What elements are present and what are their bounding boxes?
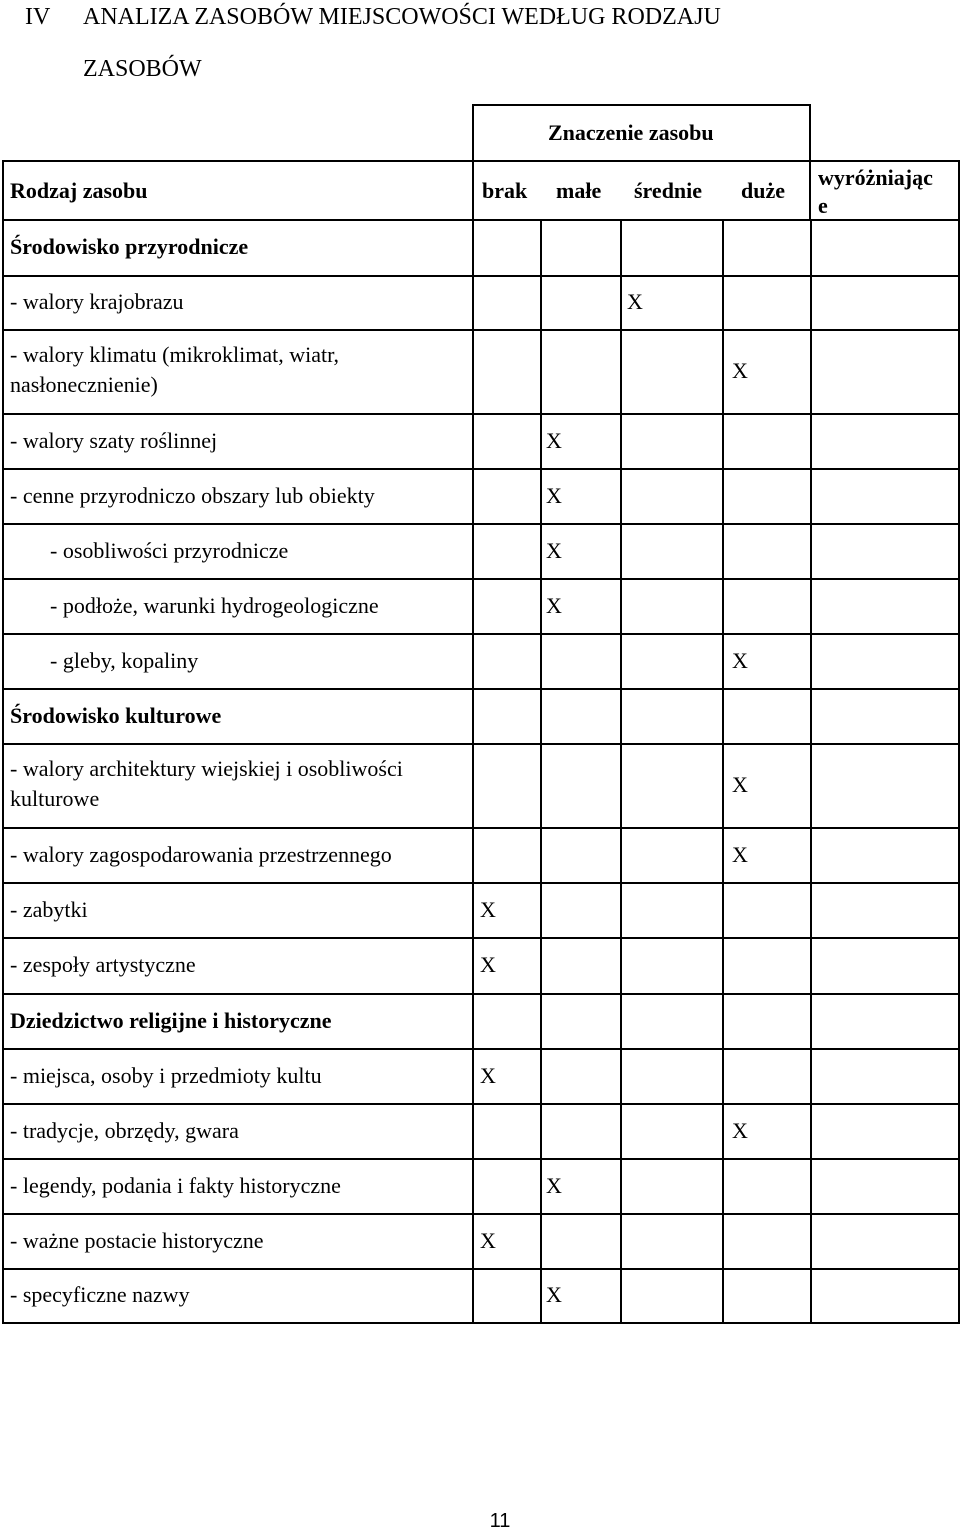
table-rule [2,219,960,221]
table-cell-rule [722,1158,724,1213]
table-cell-rule [472,523,474,578]
table-cell-rule [810,578,812,633]
table-cell-rule [620,633,622,688]
table-cell-rule [620,1048,622,1103]
table-cell-rule [810,468,812,523]
table-cell-rule [472,329,474,413]
table-row-rule [2,1213,960,1215]
table-rule [809,104,811,219]
resource-row-label: - specyficzne nazwy [10,1282,190,1307]
table-cell-rule [472,1268,474,1322]
table-rule [958,160,960,1322]
table-cell-rule [722,413,724,468]
table-cell-rule [472,633,474,688]
table-cell-rule [620,219,622,275]
table-cell-rule [722,937,724,993]
table-row-rule [2,523,960,525]
table-row-rule [2,743,960,745]
table-row-rule [2,993,960,995]
table-cell-rule [620,275,622,329]
section-row-label: Środowisko przyrodnicze [10,234,249,259]
column-header-wyrozniajace-line2: e [818,193,828,218]
table-cell-rule [540,1268,542,1322]
table-cell-rule [540,882,542,937]
table-rule [2,160,4,1322]
table-cell-rule [810,1213,812,1268]
table-row-rule [2,578,960,580]
significance-mark: X [546,537,562,563]
table-cell-rule [540,219,542,275]
resource-row-label: - zabytki [10,896,88,922]
table-row-rule [2,329,960,331]
table-cell-rule [620,688,622,743]
table-cell-rule [540,1103,542,1158]
resource-row-label: - ważne postacie historyczne [10,1227,264,1253]
table-cell-rule [540,937,542,993]
table-cell-rule [722,468,724,523]
table-cell-rule [620,523,622,578]
table-row-rule [2,1268,960,1270]
table-cell-rule [722,1103,724,1158]
table-cell-rule [722,578,724,633]
section-row-label: Środowisko kulturowe [10,702,222,728]
table-row-rule [2,413,960,415]
section-row-label: Dziedzictwo religijne i historyczne [10,1007,332,1033]
table-cell-rule [540,413,542,468]
table-cell-rule [472,1158,474,1213]
table-cell-rule [810,882,812,937]
table-cell-rule [472,275,474,329]
resource-row-label: - gleby, kopaliny [50,647,199,673]
table-cell-rule [722,1048,724,1103]
table-cell-rule [472,468,474,523]
resource-row-label-line2: kulturowe [10,786,100,811]
table-cell-rule [540,1213,542,1268]
table-cell-rule [810,523,812,578]
table-cell-rule [472,578,474,633]
column-header-srednie: średnie [634,178,703,203]
table-cell-rule [620,329,622,413]
significance-mark: X [546,592,562,618]
resource-row-label: - walory zagospodarowania przestrzennego [10,841,392,867]
significance-mark: X [732,841,748,867]
table-cell-rule [620,1213,622,1268]
table-rule [472,104,474,219]
table-cell-rule [540,1048,542,1103]
table-cell-rule [540,688,542,743]
section-title-line1: ANALIZA ZASOBÓW MIEJSCOWOŚCI WEDŁUG RODZAJU [83,4,721,30]
table-cell-rule [810,275,812,329]
table-row-rule [2,882,960,884]
table-row-rule [2,937,960,939]
table-cell-rule [810,1158,812,1213]
table-cell-rule [722,633,724,688]
table-cell-rule [722,882,724,937]
significance-mark: X [480,1062,496,1088]
table-cell-rule [620,1268,622,1322]
table-cell-rule [540,633,542,688]
table-cell-rule [472,1103,474,1158]
table-rule [2,160,960,162]
table-cell-rule [540,578,542,633]
significance-mark: X [480,896,496,922]
table-row-rule [2,633,960,635]
column-header-male: małe [556,178,602,203]
table-cell-rule [722,827,724,882]
table-cell-rule [540,827,542,882]
table-row-rule [2,1322,960,1324]
table-cell-rule [810,827,812,882]
table-cell-rule [810,688,812,743]
resource-row-label: - walory architektury wiejskiej i osobliwości [10,756,403,781]
table-row-rule [2,468,960,470]
table-cell-rule [722,743,724,827]
significance-mark: X [480,1227,496,1253]
table-cell-rule [722,523,724,578]
table-cell-rule [810,1103,812,1158]
resource-row-label: - walory krajobrazu [10,289,184,314]
section-number: IV [25,4,51,30]
significance-mark: X [480,952,496,977]
resource-row-label: - legendy, podania i fakty historyczne [10,1172,341,1198]
table-cell-rule [620,1158,622,1213]
table-cell-rule [810,413,812,468]
table-row-rule [2,688,960,690]
table-cell-rule [472,827,474,882]
table-cell-rule [472,219,474,275]
table-cell-rule [540,1158,542,1213]
table-cell-rule [472,882,474,937]
resource-row-label: - miejsca, osoby i przedmioty kultu [10,1062,322,1088]
significance-mark: X [546,482,562,508]
table-cell-rule [620,413,622,468]
table-row-rule [2,275,960,277]
page-number: 11 [489,1510,511,1532]
table-cell-rule [722,329,724,413]
table-cell-rule [722,219,724,275]
table-cell-rule [810,743,812,827]
table-cell-rule [620,743,622,827]
table-cell-rule [620,468,622,523]
group-header: Znaczenie zasobu [548,120,714,145]
table-cell-rule [810,329,812,413]
table-cell-rule [472,688,474,743]
table-cell-rule [472,1213,474,1268]
table-cell-rule [810,219,812,275]
table-cell-rule [620,993,622,1048]
table-cell-rule [540,993,542,1048]
resource-row-label: - zespoły artystyczne [10,952,196,977]
table-cell-rule [722,275,724,329]
table-row-rule [2,827,960,829]
table-cell-rule [472,993,474,1048]
table-cell-rule [722,1213,724,1268]
column-header-duze: duże [741,178,785,203]
table-cell-rule [620,937,622,993]
table-cell-rule [810,1268,812,1322]
resource-row-label: - walory szaty roślinnej [10,427,218,453]
table-cell-rule [472,1048,474,1103]
table-cell-rule [472,413,474,468]
significance-mark: X [546,427,562,453]
significance-mark: X [546,1282,562,1307]
significance-mark: X [732,358,748,383]
resource-row-label: - walory klimatu (mikroklimat, wiatr, [10,342,340,367]
table-cell-rule [810,1048,812,1103]
table-cell-rule [722,688,724,743]
significance-mark: X [732,1117,748,1143]
table-row-rule [2,1158,960,1160]
table-cell-rule [540,523,542,578]
column-header-brak: brak [482,178,528,203]
table-cell-rule [472,743,474,827]
significance-mark: X [546,1172,562,1198]
resource-row-label: - podłoże, warunki hydrogeologiczne [50,592,379,618]
column-header-wyrozniajace-line1: wyróżniając [818,165,933,190]
table-row-rule [2,1048,960,1050]
table-cell-rule [722,993,724,1048]
resource-row-label: - tradycje, obrzędy, gwara [10,1117,239,1143]
table-cell-rule [620,882,622,937]
table-cell-rule [540,275,542,329]
table-cell-rule [540,468,542,523]
table-cell-rule [540,329,542,413]
table-cell-rule [620,1103,622,1158]
significance-mark: X [732,772,748,797]
resource-row-label-line2: nasłonecznienie) [10,372,158,397]
table-cell-rule [620,578,622,633]
significance-mark: X [627,289,643,314]
table-cell-rule [810,993,812,1048]
column-header-rodzaj: Rodzaj zasobu [10,178,148,203]
significance-mark: X [732,647,748,673]
table-row-rule [2,1103,960,1105]
table-cell-rule [722,1268,724,1322]
table-cell-rule [810,633,812,688]
table-cell-rule [810,937,812,993]
table-cell-rule [540,743,542,827]
resource-row-label: - osobliwości przyrodnicze [50,537,289,563]
resource-row-label: - cenne przyrodniczo obszary lub obiekty [10,482,375,508]
table-cell-rule [620,827,622,882]
table-rule [472,104,810,106]
section-title-line2: ZASOBÓW [83,56,202,82]
table-cell-rule [472,937,474,993]
